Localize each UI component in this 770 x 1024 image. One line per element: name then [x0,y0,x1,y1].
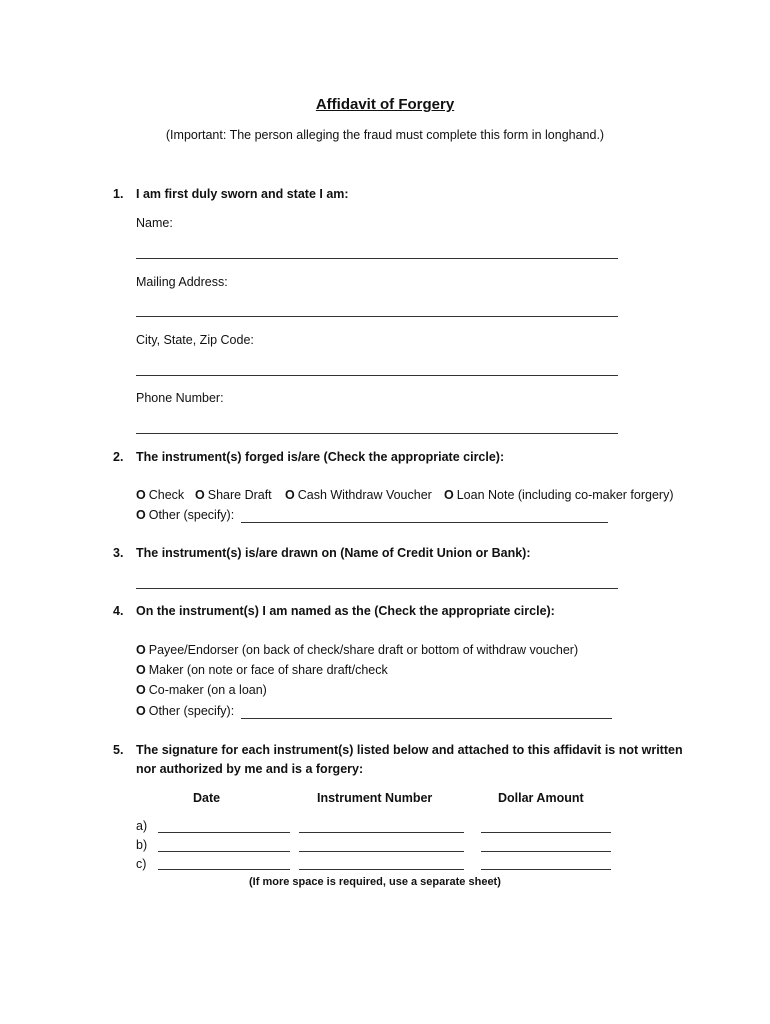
section-5-heading-line-2: nor authorized by me and is a forgery: [136,762,364,776]
option-check[interactable] [136,488,184,502]
section-3-heading: The instrument(s) is/are drawn on (Name of Credit Union or Bank): [136,546,531,560]
option-cash-withdraw-label: Cash Withdraw Voucher [297,488,432,502]
row-b-instrument-field[interactable] [299,851,464,852]
option-other-role-label: Other (specify): [148,704,235,718]
instructions-note: (Important: The person alleging the fraud must complete this form in longhand.) [165,128,605,142]
row-c-date-field[interactable] [158,869,290,870]
section-5-heading-line-1: The signature for each instrument(s) listed below and attached to this affidavit is not written [136,743,683,757]
option-maker[interactable] [136,663,388,677]
option-circle-marker: O [195,488,205,502]
option-circle-marker: O [136,488,146,502]
option-loan-note[interactable] [444,488,674,502]
option-circle-marker: O [136,704,146,718]
option-co-maker[interactable] [136,683,267,697]
option-maker-label: Maker (on note or face of share draft/check [148,663,388,677]
row-b-date-field[interactable] [158,851,290,852]
name-label: Name: [136,216,173,230]
separate-sheet-footnote: (If more space is required, use a separate sheet) [249,876,501,888]
column-header-instrument-number: Instrument Number [317,791,433,805]
option-comaker-label: Co-maker (on a loan) [148,683,267,697]
column-header-date: Date [193,791,221,805]
section-4-number: 4. [113,604,124,618]
row-label-a: a) [136,819,148,833]
credit-union-bank-field[interactable] [136,588,618,589]
row-c-amount-field[interactable] [481,869,611,870]
option-payee-endorser[interactable] [136,643,578,657]
row-label-b: b) [136,838,148,852]
column-header-dollar-amount: Dollar Amount [498,791,584,805]
city-state-zip-label: City, State, Zip Code: [136,333,254,347]
option-circle-marker: O [136,643,146,657]
phone-number-field[interactable] [136,433,618,434]
option-circle-marker: O [285,488,295,502]
option-payee-label: Payee/Endorser (on back of check/share draft or bottom of withdraw voucher) [148,643,579,657]
section-4-heading: On the instrument(s) I am named as the (Check the appropriate circle): [136,604,555,618]
row-a-date-field[interactable] [158,832,290,833]
option-other-role[interactable] [136,704,234,718]
option-cash-withdraw-voucher[interactable] [285,488,432,502]
option-check-label: Check [148,488,185,502]
phone-number-label: Phone Number: [136,391,224,405]
option-other-instrument[interactable] [136,508,234,522]
row-b-amount-field[interactable] [481,851,611,852]
option-loan-note-label: Loan Note (including co-maker forgery) [456,488,674,502]
other-instrument-field[interactable] [241,522,608,523]
section-1-heading: I am first duly sworn and state I am: [136,187,349,201]
city-state-zip-field[interactable] [136,375,618,376]
section-5-number: 5. [113,743,124,757]
other-role-field[interactable] [241,718,612,719]
option-share-draft[interactable] [195,488,272,502]
section-2-heading: The instrument(s) forged is/are (Check the appropriate circle): [136,450,505,464]
row-c-instrument-field[interactable] [299,869,464,870]
row-label-c: c) [136,857,147,871]
name-field[interactable] [136,258,618,259]
option-circle-marker: O [136,683,146,697]
option-other-label: Other (specify): [148,508,235,522]
row-a-amount-field[interactable] [481,832,611,833]
section-2-number: 2. [113,450,124,464]
option-circle-marker: O [136,508,146,522]
section-3-number: 3. [113,546,124,560]
mailing-address-label: Mailing Address: [136,275,228,289]
mailing-address-field[interactable] [136,316,618,317]
page-title: Affidavit of Forgery [315,96,455,113]
row-a-instrument-field[interactable] [299,832,464,833]
section-1-number: 1. [113,187,124,201]
option-circle-marker: O [136,663,146,677]
option-circle-marker: O [444,488,454,502]
option-share-draft-label: Share Draft [207,488,272,502]
